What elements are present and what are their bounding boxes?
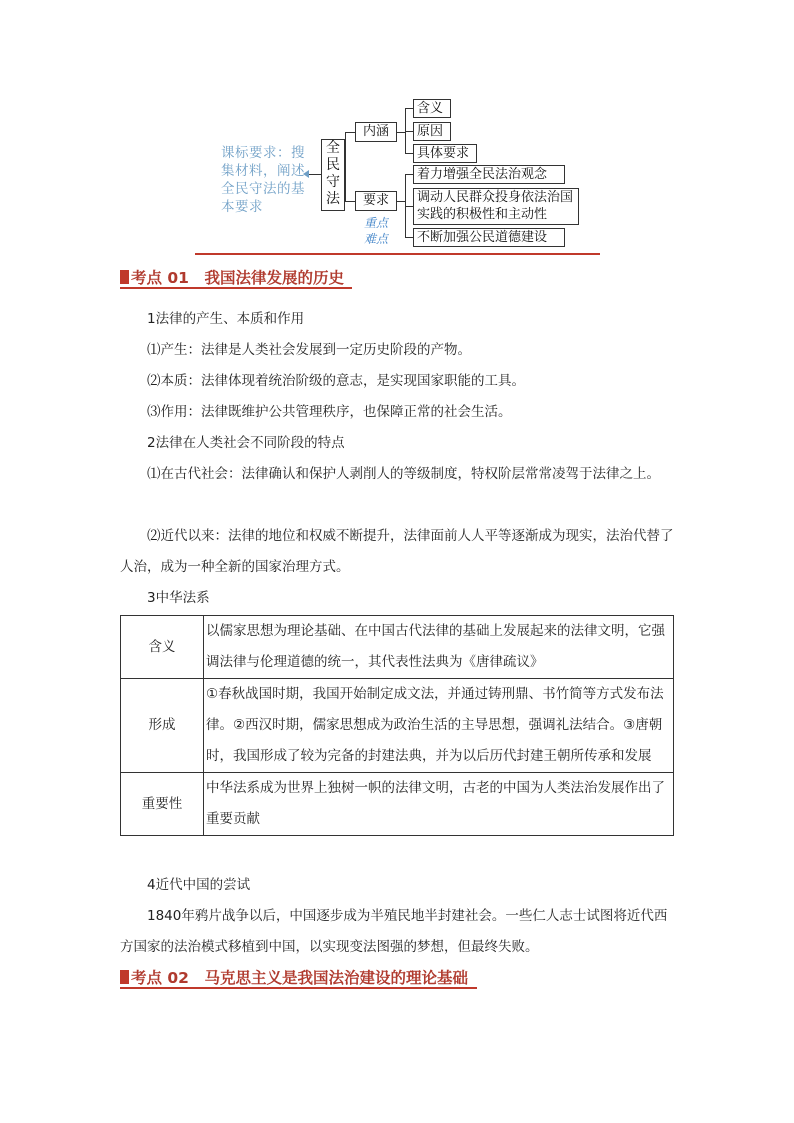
connector-line — [397, 132, 405, 133]
root-char: 全 — [326, 140, 340, 156]
paragraph: ⑴在古代社会：法律确认和保护人剥削人的等级制度，特权阶层常常凌驾于法律之上。 — [147, 466, 660, 482]
arrow-icon — [303, 170, 309, 178]
table-key: 形成 — [121, 679, 204, 773]
chinese-legal-system-table — [120, 615, 674, 836]
branch-requirement: 要求 — [355, 191, 397, 211]
table-key: 重要性 — [121, 773, 204, 836]
tag-difficult: 难点 — [363, 232, 388, 246]
table-value: ①春秋战国时期，我国开始制定成文法，并通过铸刑鼎、书竹简等方式发布法律。②西汉时期，儒家思想成为政治生活的主导思想，强调礼法结合。③唐朝时，我国形成了较为完备的封建法典，并为以后历代封建王朝所传承和发展 — [204, 679, 674, 773]
branch-connotation: 内涵 — [355, 122, 397, 142]
leaf-meaning: 含义 — [413, 99, 451, 118]
connector-line — [345, 201, 355, 202]
paragraph: ⑵本质：法律体现着统治阶级的意志，是实现国家职能的工具。 — [147, 373, 525, 389]
section-marker-icon — [120, 270, 129, 284]
table-row — [121, 773, 674, 836]
paragraph: ⑶作用：法律既维护公共管理秩序，也保障正常的社会生活。 — [147, 404, 512, 420]
paragraph: ⑴产生：法律是人类社会发展到一定历史阶段的产物。 — [147, 342, 471, 358]
connector-line — [405, 131, 413, 132]
table-key: 含义 — [121, 616, 204, 679]
subheading: 4近代中国的尝试 — [147, 877, 251, 893]
connector-line — [405, 174, 413, 175]
tag-key: 重点 — [363, 216, 388, 230]
section-marker-icon — [120, 970, 129, 984]
connector-line — [405, 153, 413, 154]
leaf-moral-construction: 不断加强公民道德建设 — [413, 228, 565, 247]
paragraph: 1840年鸦片战争以后，中国逐步成为半殖民地半封建社会。一些仁人志士试图将近代西方国家的法治模式移植到中国，以实现变法图强的梦想，但最终失败。 — [120, 908, 668, 955]
leaf-reason: 原因 — [413, 122, 451, 141]
connector-line — [345, 132, 346, 202]
curriculum-requirement: 课标要求：搜集材料，阐述全民守法的基本要求 — [221, 145, 305, 215]
subheading: 1法律的产生、本质和作用 — [147, 311, 305, 327]
section-underline — [120, 287, 352, 289]
section-underline — [120, 987, 477, 989]
divider — [195, 253, 600, 255]
root-char: 守 — [326, 174, 340, 190]
subheading: 3中华法系 — [147, 590, 210, 606]
section-title: 考点 01 我国法律发展的历史 — [131, 269, 344, 287]
connector-line — [405, 237, 413, 238]
table-row — [121, 616, 674, 679]
root-char: 民 — [326, 157, 340, 173]
leaf-enhance-awareness: 着力增强全民法治观念 — [413, 165, 565, 184]
root-char: 法 — [326, 191, 340, 207]
connector-line — [345, 132, 355, 133]
leaf-specific-requirement: 具体要求 — [413, 144, 477, 163]
table-value: 中华法系成为世界上独树一帜的法律文明，古老的中国为人类法治发展作出了重要贡献 — [204, 773, 674, 836]
leaf-mobilize-people: 调动人民群众投身依法治国实践的积极性和主动性 — [413, 188, 579, 225]
connector-line — [405, 108, 413, 109]
key-difficult-tag — [357, 215, 395, 247]
paragraph: ⑵近代以来：法律的地位和权威不断提升，法律面前人人平等逐渐成为现实，法治代替了人治，成为一种全新的国家治理方式。 — [120, 528, 674, 575]
mindmap-root — [321, 139, 345, 211]
mind-map — [195, 92, 600, 257]
table-row — [121, 679, 674, 773]
section-title: 考点 02 马克思主义是我国法治建设的理论基础 — [131, 969, 468, 987]
connector-line — [405, 206, 413, 207]
connector-line — [307, 174, 321, 175]
table-value: 以儒家思想为理论基础、在中国古代法律的基础上发展起来的法律文明，它强调法律与伦理道德的统一，其代表性法典为《唐律疏议》 — [204, 616, 674, 679]
subheading: 2法律在人类社会不同阶段的特点 — [147, 435, 345, 451]
connector-line — [397, 201, 405, 202]
